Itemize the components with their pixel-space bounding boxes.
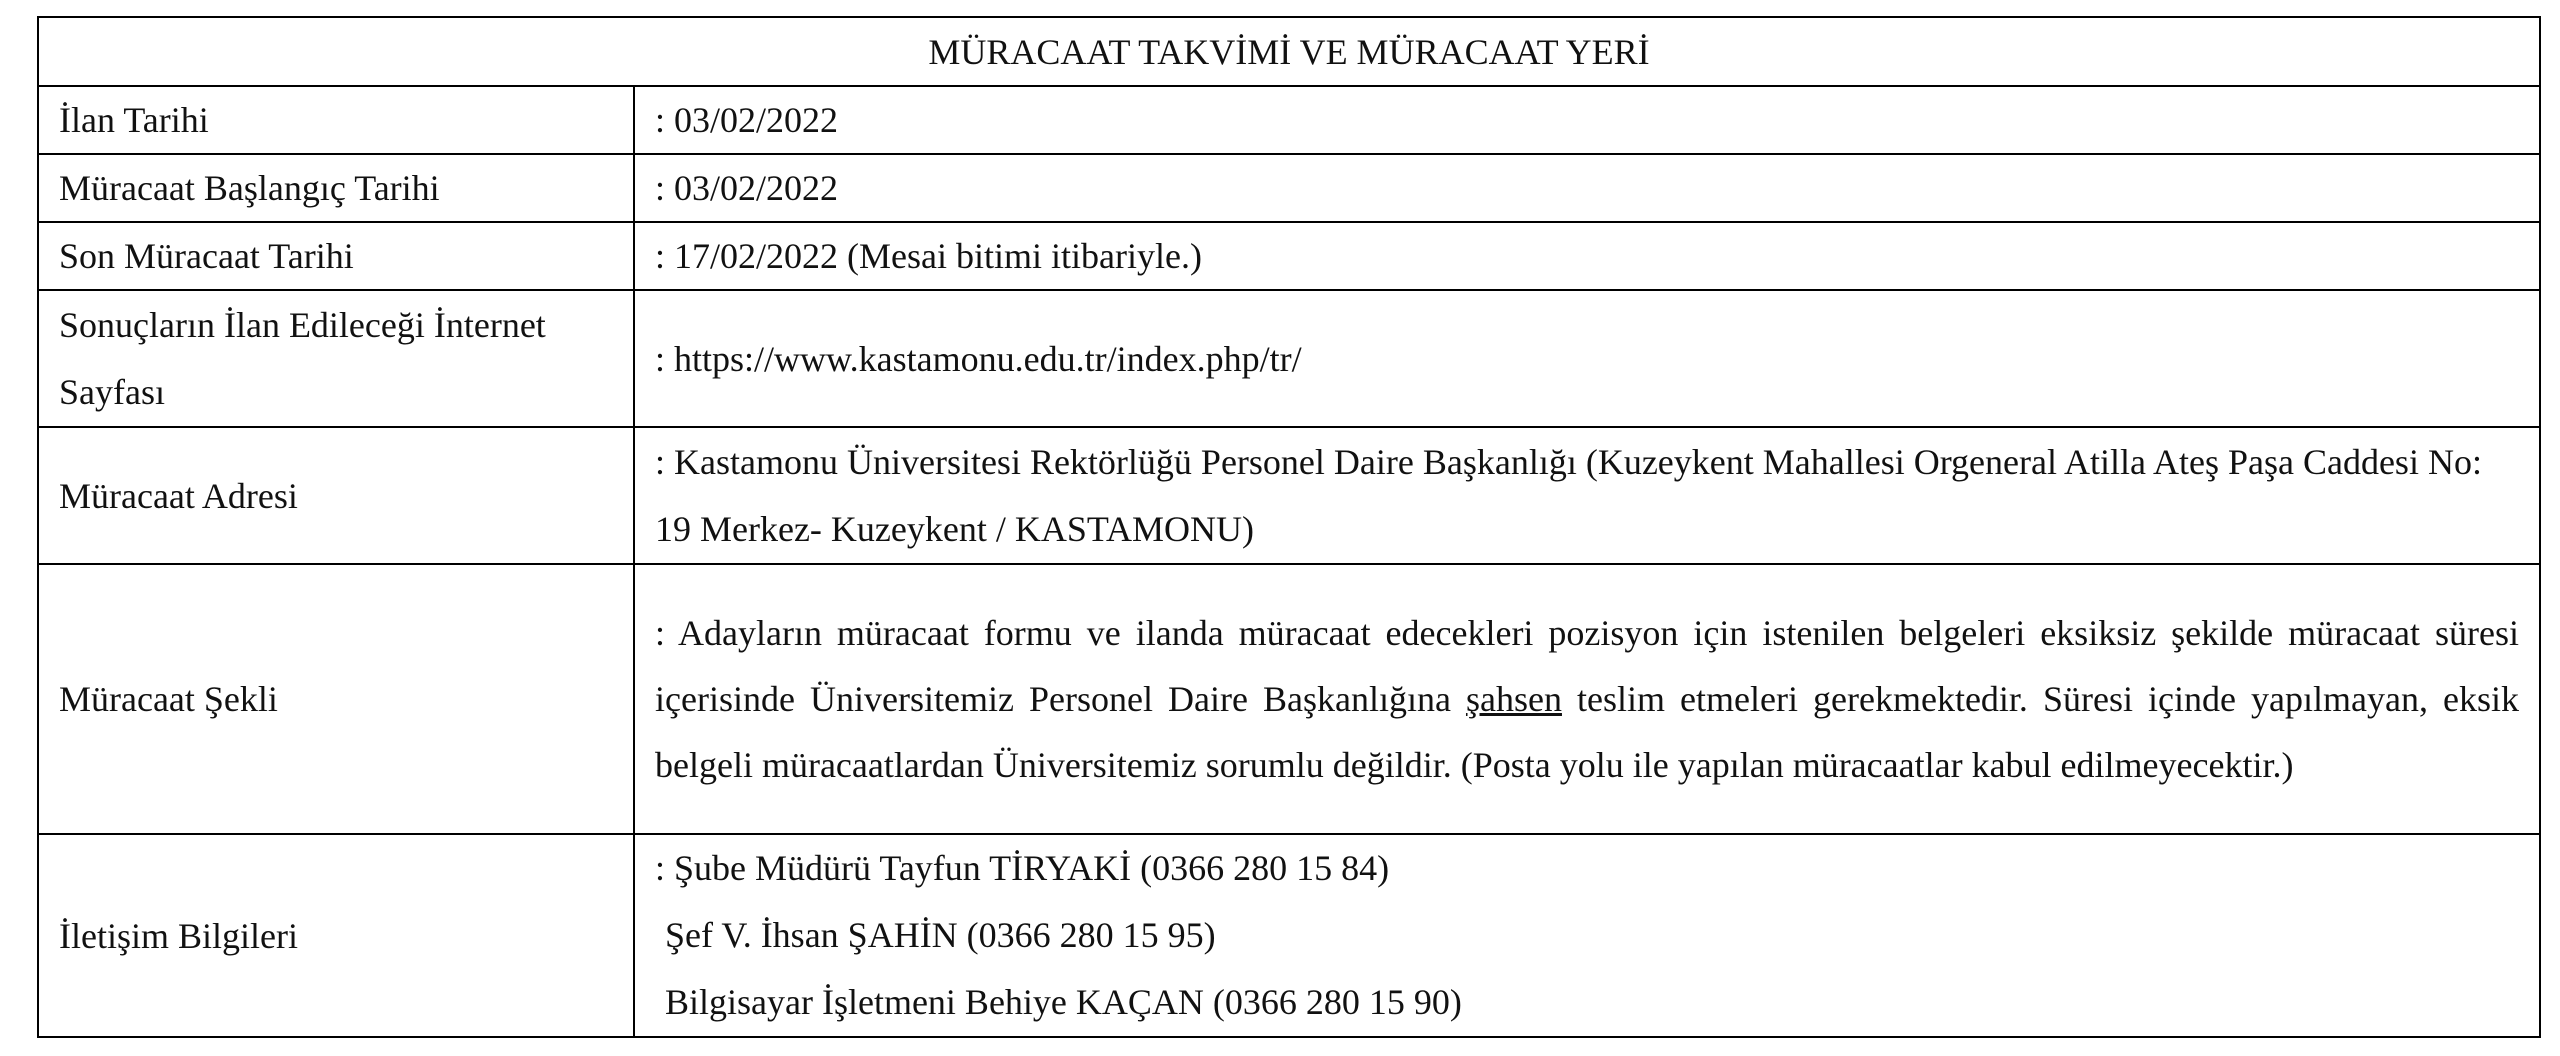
row-label-ilan-tarihi: İlan Tarihi	[38, 86, 634, 154]
row-value-internet-sayfasi: : https://www.kastamonu.edu.tr/index.php/tr/	[634, 290, 2540, 427]
table-row	[38, 290, 2540, 427]
row-label-son-muracaat-tarihi: Son Müracaat Tarihi	[38, 222, 634, 290]
contact-line-sube-muduru: : Şube Müdürü Tayfun TİRYAKİ (0366 280 15 84)	[655, 848, 1390, 888]
row-value-son-muracaat-tarihi: : 17/02/2022 (Mesai bitimi itibariyle.)	[634, 222, 2540, 290]
row-label-baslangic-tarihi: Müracaat Başlangıç Tarihi	[38, 154, 634, 222]
row-label-muracaat-sekli: Müracaat Şekli	[38, 564, 634, 834]
table-title-row	[38, 17, 2540, 86]
row-value-baslangic-tarihi: : 03/02/2022	[634, 154, 2540, 222]
row-label-internet-sayfasi: Sonuçların İlan Edileceği İnternet Sayfası	[38, 290, 634, 427]
application-calendar-table	[37, 16, 2541, 1038]
table-row	[38, 86, 2540, 154]
contact-line-sef: Şef V. İhsan ŞAHİN (0366 280 15 95)	[665, 915, 1216, 955]
table-row	[38, 222, 2540, 290]
table-title: MÜRACAAT TAKVİMİ VE MÜRACAAT YERİ	[38, 17, 2540, 86]
table-row	[38, 834, 2540, 1037]
row-value-iletisim-bilgileri	[634, 834, 2540, 1037]
row-value-muracaat-adresi: : Kastamonu Üniversitesi Rektörlüğü Personel Daire Başkanlığı (Kuzeykent Mahallesi Orgeneral Atilla Ateş Paşa Caddesi No: 19 Merkez- Kuzeykent / KASTAMONU)	[634, 427, 2540, 564]
muracaat-sekli-text-start: : Adayların müracaat formu ve ilanda müracaat edecekleri pozisyon için istenilen belgeleri eksiksiz şekilde müracaat süresi içerisinde Üniversitemiz Personel Daire Başkanlığına	[655, 613, 2519, 719]
muracaat-sekli-text-end: teslim etmeleri gerekmektedir. Süresi içinde yapılmayan, eksik belgeli müracaatlardan Üniversitemiz sorumlu değildir. (Posta yolu ile yapılan müracaatlar kabul edilmeyecektir.)	[655, 679, 2519, 785]
row-label-muracaat-adresi: Müracaat Adresi	[38, 427, 634, 564]
row-value-muracaat-sekli	[634, 564, 2540, 834]
contact-line-bilgisayar-isletmeni: Bilgisayar İşletmeni Behiye KAÇAN (0366 280 15 90)	[665, 982, 1462, 1022]
table-row	[38, 564, 2540, 834]
row-value-ilan-tarihi: : 03/02/2022	[634, 86, 2540, 154]
table-row	[38, 154, 2540, 222]
table-row	[38, 427, 2540, 564]
row-label-iletisim-bilgileri: İletişim Bilgileri	[38, 834, 634, 1037]
muracaat-sekli-underlined-word: şahsen	[1465, 679, 1562, 719]
